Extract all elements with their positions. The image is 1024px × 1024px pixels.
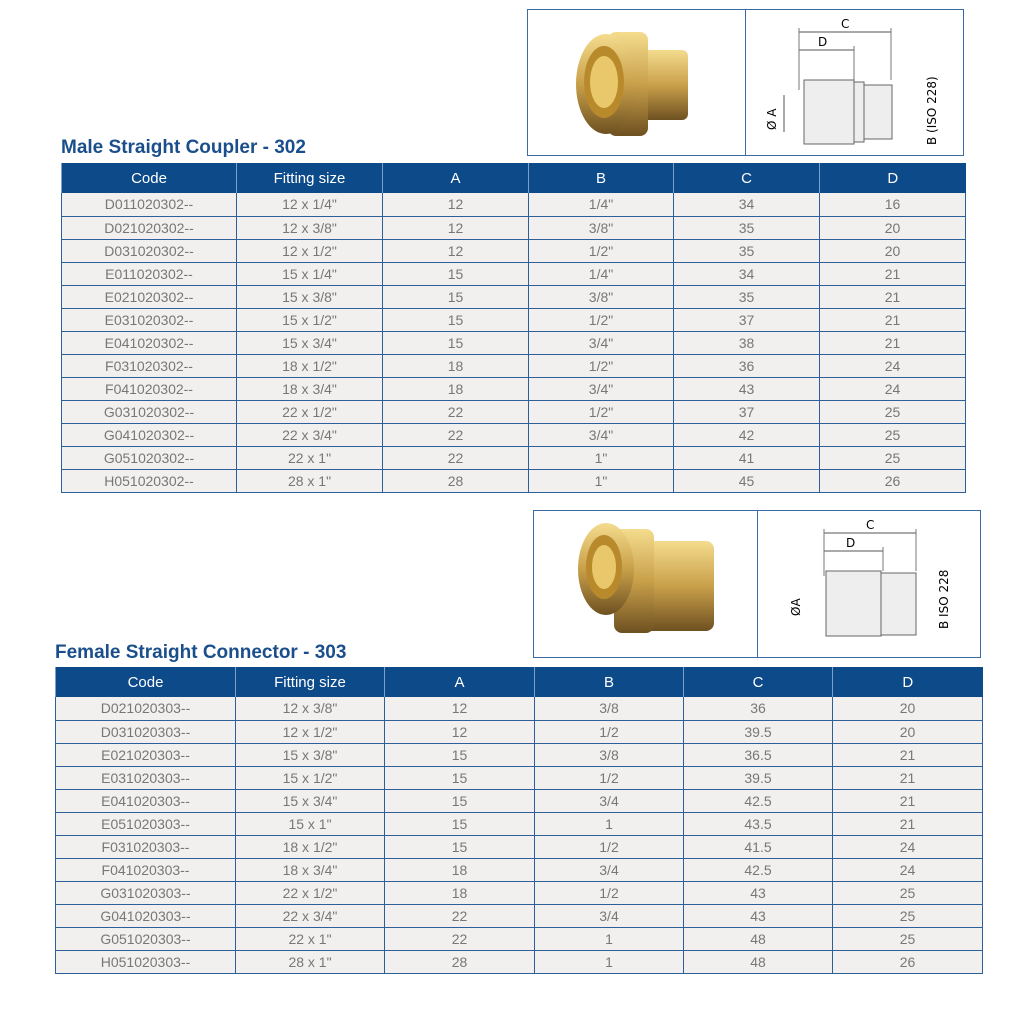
table-cell: E041020303-- [56, 789, 236, 812]
column-header: Fitting size [236, 667, 385, 697]
table-cell: 25 [820, 423, 966, 446]
table-cell: 12 [383, 216, 529, 239]
table-cell: F041020303-- [56, 858, 236, 881]
table-cell: D021020302-- [62, 216, 237, 239]
table-row [56, 927, 983, 950]
table-cell: 35 [674, 285, 820, 308]
table-cell: 1/4" [529, 193, 674, 216]
table-cell: 21 [820, 285, 966, 308]
table-cell: 3/8 [535, 697, 684, 720]
table-cell: 18 x 3/4" [236, 858, 385, 881]
dim-c-label: C [866, 518, 875, 532]
table-cell: 18 [383, 354, 529, 377]
table-cell: 28 x 1" [237, 469, 383, 492]
table-cell: 24 [833, 835, 983, 858]
table-cell: 3/8" [529, 216, 674, 239]
table-cell: 38 [674, 331, 820, 354]
table-cell: E031020302-- [62, 308, 237, 331]
table-cell: 15 x 3/4" [236, 789, 385, 812]
table-cell: 21 [820, 308, 966, 331]
column-header: D [820, 163, 966, 193]
table-cell: 1/2" [529, 308, 674, 331]
table-cell: 25 [833, 904, 983, 927]
table-cell: 24 [833, 858, 983, 881]
table-cell: 26 [820, 469, 966, 492]
dim-a-label: ØA [789, 598, 803, 616]
table-cell: 1" [529, 446, 674, 469]
table-cell: 39.5 [684, 720, 833, 743]
table-cell: 45 [674, 469, 820, 492]
table-cell: 18 x 1/2" [237, 354, 383, 377]
table-cell: 15 x 1" [236, 812, 385, 835]
table-cell: 24 [820, 377, 966, 400]
table-cell: 3/8 [535, 743, 684, 766]
table-cell: 43 [684, 904, 833, 927]
section-title: Female Straight Connector - 303 [55, 642, 347, 663]
table-cell: 25 [833, 881, 983, 904]
table-cell: F041020302-- [62, 377, 237, 400]
table-cell: 22 x 3/4" [237, 423, 383, 446]
table-cell: 34 [674, 193, 820, 216]
table-cell: 15 [383, 331, 529, 354]
table-cell: 18 x 3/4" [237, 377, 383, 400]
table-row [56, 881, 983, 904]
table-cell: 21 [833, 743, 983, 766]
column-header: C [674, 163, 820, 193]
table-cell: 22 x 1" [237, 446, 383, 469]
table-cell: 15 [383, 308, 529, 331]
table-row [56, 858, 983, 881]
table-cell: 43.5 [684, 812, 833, 835]
table-cell: 42 [674, 423, 820, 446]
column-header: A [385, 667, 535, 697]
table-cell: 36.5 [684, 743, 833, 766]
table-cell: 21 [833, 812, 983, 835]
table-cell: 22 [383, 400, 529, 423]
table-cell: 21 [833, 766, 983, 789]
dim-c-label: C [841, 17, 850, 31]
table-cell: 1/4" [529, 262, 674, 285]
table-cell: 26 [833, 950, 983, 973]
table-cell: 36 [684, 697, 833, 720]
table-row [62, 285, 966, 308]
table-row [62, 446, 966, 469]
column-header: B [535, 667, 684, 697]
table-row [62, 193, 966, 216]
table-cell: 25 [820, 400, 966, 423]
table-cell: D021020303-- [56, 697, 236, 720]
column-header: C [684, 667, 833, 697]
table-cell: 1/2 [535, 766, 684, 789]
table-cell: D011020302-- [62, 193, 237, 216]
table-cell: 41.5 [684, 835, 833, 858]
table-cell: 48 [684, 950, 833, 973]
column-header: Fitting size [237, 163, 383, 193]
table-cell: 37 [674, 400, 820, 423]
dimension-drawing [758, 511, 982, 657]
table-cell: 15 x 3/4" [237, 331, 383, 354]
table-cell: 22 x 1/2" [237, 400, 383, 423]
table-cell: 15 x 1/4" [237, 262, 383, 285]
table-cell: 1/2 [535, 881, 684, 904]
dim-b-label: B ISO 228 [937, 569, 951, 629]
table-cell: E011020302-- [62, 262, 237, 285]
table-cell: 42.5 [684, 789, 833, 812]
table-cell: E021020302-- [62, 285, 237, 308]
table-row [62, 239, 966, 262]
table-cell: 20 [820, 239, 966, 262]
table-cell: H051020303-- [56, 950, 236, 973]
table-cell: 1" [529, 469, 674, 492]
table-cell: 3/4 [535, 858, 684, 881]
column-header: Code [56, 667, 236, 697]
table-cell: G051020302-- [62, 446, 237, 469]
table-cell: 25 [820, 446, 966, 469]
table-cell: 35 [674, 216, 820, 239]
table-row [62, 400, 966, 423]
table-cell: E021020303-- [56, 743, 236, 766]
table-cell: F031020302-- [62, 354, 237, 377]
table-cell: 22 [383, 446, 529, 469]
table-cell: 1/2" [529, 354, 674, 377]
table-cell: 42.5 [684, 858, 833, 881]
table-cell: 3/4" [529, 331, 674, 354]
table-row [62, 216, 966, 239]
table-header-row [56, 667, 983, 697]
male-coupler-images [527, 9, 964, 156]
column-header: D [833, 667, 983, 697]
table-cell: 15 x 3/8" [236, 743, 385, 766]
table-cell: 12 x 3/8" [236, 697, 385, 720]
table-row [62, 308, 966, 331]
table-cell: 3/4" [529, 377, 674, 400]
table-cell: 35 [674, 239, 820, 262]
table-cell: E041020302-- [62, 331, 237, 354]
table-cell: G051020303-- [56, 927, 236, 950]
table-cell: 1/2" [529, 239, 674, 262]
table-cell: 12 x 1/4" [237, 193, 383, 216]
table-cell: H051020302-- [62, 469, 237, 492]
table-cell: 20 [833, 697, 983, 720]
table-cell: 3/4 [535, 904, 684, 927]
table-row [62, 354, 966, 377]
table-cell: 37 [674, 308, 820, 331]
section-title: Male Straight Coupler - 302 [61, 137, 306, 158]
table-cell: 3/8" [529, 285, 674, 308]
column-header: A [383, 163, 529, 193]
table-cell: 22 x 3/4" [236, 904, 385, 927]
table-cell: 43 [674, 377, 820, 400]
table-cell: 48 [684, 927, 833, 950]
column-header: Code [62, 163, 237, 193]
dim-a-label: Ø A [765, 108, 779, 130]
table-cell: 15 [383, 285, 529, 308]
table-cell: 28 [383, 469, 529, 492]
table-cell: 12 x 3/8" [237, 216, 383, 239]
table-cell: 12 [383, 239, 529, 262]
table-cell: G031020302-- [62, 400, 237, 423]
table-cell: 1/2 [535, 835, 684, 858]
table-row [62, 469, 966, 492]
table-cell: 1 [535, 950, 684, 973]
table-cell: 36 [674, 354, 820, 377]
table-cell: 12 [385, 720, 535, 743]
table-cell: 1 [535, 812, 684, 835]
table-cell: G041020303-- [56, 904, 236, 927]
dim-b-label: B (ISO 228) [925, 76, 939, 145]
table-cell: D031020302-- [62, 239, 237, 262]
table-cell: 1 [535, 927, 684, 950]
table-cell: 21 [820, 331, 966, 354]
female-connector-table [55, 667, 983, 974]
table-row [62, 423, 966, 446]
table-row [56, 812, 983, 835]
table-cell: 41 [674, 446, 820, 469]
table-cell: 18 [385, 881, 535, 904]
table-cell: 16 [820, 193, 966, 216]
table-cell: 15 x 1/2" [237, 308, 383, 331]
female-connector-images [533, 510, 981, 658]
table-row [56, 766, 983, 789]
male-coupler-photo [528, 10, 746, 155]
table-cell: 18 [383, 377, 529, 400]
table-cell: 21 [833, 789, 983, 812]
table-cell: 43 [684, 881, 833, 904]
table-cell: F031020303-- [56, 835, 236, 858]
table-cell: 22 x 1/2" [236, 881, 385, 904]
table-header-row [62, 163, 966, 193]
table-cell: 15 [385, 789, 535, 812]
brass-fitting-image [528, 10, 746, 155]
table-cell: 34 [674, 262, 820, 285]
table-cell: 18 x 1/2" [236, 835, 385, 858]
table-cell: 1/2" [529, 400, 674, 423]
table-cell: 28 [385, 950, 535, 973]
dimension-drawing [746, 10, 964, 155]
table-cell: 20 [833, 720, 983, 743]
table-cell: 3/4 [535, 789, 684, 812]
dim-d-label: D [818, 35, 828, 49]
table-cell: 39.5 [684, 766, 833, 789]
table-cell: 18 [385, 858, 535, 881]
table-cell: E051020303-- [56, 812, 236, 835]
table-cell: E031020303-- [56, 766, 236, 789]
table-row [62, 262, 966, 285]
table-cell: D031020303-- [56, 720, 236, 743]
table-cell: 15 x 1/2" [236, 766, 385, 789]
table-cell: 21 [820, 262, 966, 285]
table-cell: 22 [383, 423, 529, 446]
table-row [56, 697, 983, 720]
column-header: B [529, 163, 674, 193]
table-cell: 28 x 1" [236, 950, 385, 973]
brass-fitting-image [534, 511, 758, 657]
table-cell: 20 [820, 216, 966, 239]
table-row [56, 835, 983, 858]
table-row [56, 720, 983, 743]
table-cell: 15 [385, 812, 535, 835]
table-cell: 15 [383, 262, 529, 285]
table-row [56, 950, 983, 973]
table-row [56, 743, 983, 766]
table-cell: 1/2 [535, 720, 684, 743]
table-cell: 15 x 3/8" [237, 285, 383, 308]
table-cell: G031020303-- [56, 881, 236, 904]
dim-d-label: D [846, 536, 856, 550]
table-row [56, 904, 983, 927]
table-cell: G041020302-- [62, 423, 237, 446]
table-cell: 12 [383, 193, 529, 216]
table-cell: 12 x 1/2" [237, 239, 383, 262]
table-cell: 24 [820, 354, 966, 377]
table-cell: 3/4" [529, 423, 674, 446]
table-row [56, 789, 983, 812]
table-cell: 25 [833, 927, 983, 950]
table-cell: 12 x 1/2" [236, 720, 385, 743]
table-row [62, 331, 966, 354]
female-connector-drawing [758, 511, 982, 657]
table-row [62, 377, 966, 400]
table-cell: 15 [385, 766, 535, 789]
female-connector-photo [534, 511, 758, 657]
table-cell: 15 [385, 743, 535, 766]
table-cell: 15 [385, 835, 535, 858]
table-cell: 12 [385, 697, 535, 720]
table-cell: 22 [385, 927, 535, 950]
table-cell: 22 x 1" [236, 927, 385, 950]
male-coupler-drawing [746, 10, 964, 155]
male-coupler-table [61, 163, 966, 493]
table-cell: 22 [385, 904, 535, 927]
